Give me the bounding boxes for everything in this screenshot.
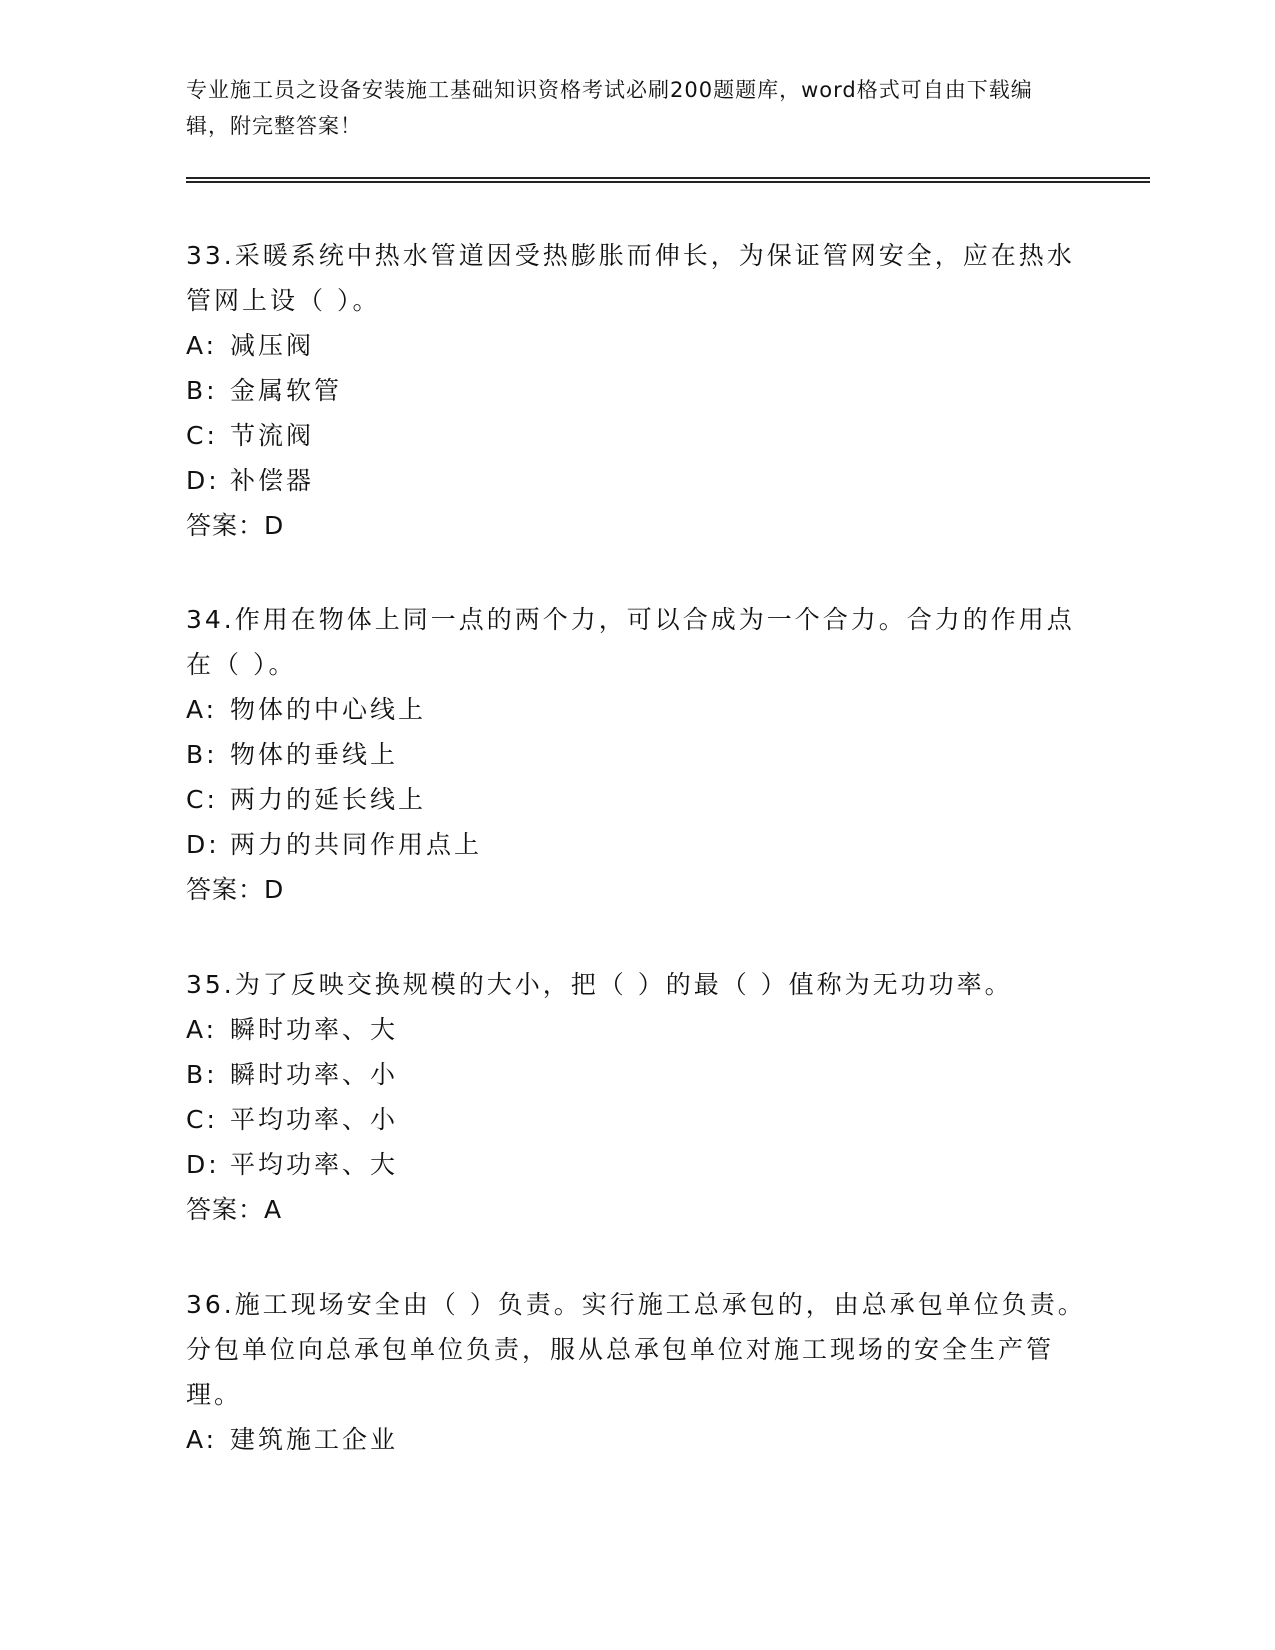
option-text: 瞬时功率、大 — [230, 1015, 399, 1044]
option-key: D: — [186, 1150, 220, 1179]
option-key: B: — [186, 376, 218, 405]
answer-line: 答案：A — [186, 1195, 283, 1224]
question-stem: 36.施工现场安全由（ ）负责。实行施工总承包的，由总承包单位负责。分包单位向总承包单位负责，服从总承包单位对施工现场的安全生产管理。 — [186, 1290, 1086, 1409]
option-key: A: — [186, 1015, 218, 1044]
option-text: 建筑施工企业 — [230, 1425, 399, 1454]
option-text: 减压阀 — [230, 331, 315, 360]
option-text: 平均功率、大 — [230, 1150, 399, 1179]
question-36 — [186, 1282, 1086, 1462]
header-divider-bottom — [186, 181, 1150, 183]
option-text: 两力的共同作用点上 — [230, 830, 483, 859]
option-text: 两力的延长线上 — [230, 785, 427, 814]
option-text: 金属软管 — [230, 376, 343, 405]
option-a — [186, 323, 1086, 368]
option-c — [186, 1097, 1086, 1142]
option-key: C: — [186, 785, 218, 814]
question-stem: 33.采暖系统中热水管道因受热膨胀而伸长，为保证管网安全，应在热水管网上设（ ）。 — [186, 241, 1075, 315]
option-key: D: — [186, 466, 220, 495]
question-stem: 35.为了反映交换规模的大小，把（ ）的最（ ）值称为无功功率。 — [186, 970, 1013, 999]
option-key: B: — [186, 1060, 218, 1089]
option-text: 瞬时功率、小 — [230, 1060, 399, 1089]
option-b — [186, 732, 1086, 777]
question-33 — [186, 233, 1086, 548]
option-d — [186, 822, 1086, 867]
option-d — [186, 1142, 1086, 1187]
option-text: 节流阀 — [230, 421, 315, 450]
option-key: A: — [186, 1425, 218, 1454]
header-divider-top — [186, 177, 1150, 179]
option-key: D: — [186, 830, 220, 859]
question-34 — [186, 597, 1086, 912]
option-key: C: — [186, 1105, 218, 1134]
option-d — [186, 458, 1086, 503]
option-key: A: — [186, 695, 218, 724]
option-a — [186, 687, 1086, 732]
option-key: B: — [186, 740, 218, 769]
option-key: A: — [186, 331, 218, 360]
answer-line: 答案：D — [186, 875, 285, 904]
option-text: 补偿器 — [230, 466, 315, 495]
option-c — [186, 777, 1086, 822]
option-a — [186, 1007, 1086, 1052]
option-b — [186, 368, 1086, 413]
option-text: 平均功率、小 — [230, 1105, 399, 1134]
option-c — [186, 413, 1086, 458]
option-key: C: — [186, 421, 218, 450]
question-stem: 34.作用在物体上同一点的两个力，可以合成为一个合力。合力的作用点在（ ）。 — [186, 605, 1075, 679]
answer-line: 答案：D — [186, 511, 285, 540]
document-header: 专业施工员之设备安装施工基础知识资格考试必刷200题题库，word格式可自由下载编辑，附完整答案！ — [186, 78, 1033, 138]
option-b — [186, 1052, 1086, 1097]
question-35 — [186, 962, 1086, 1232]
option-text: 物体的中心线上 — [230, 695, 427, 724]
option-text: 物体的垂线上 — [230, 740, 399, 769]
option-a — [186, 1417, 1086, 1462]
